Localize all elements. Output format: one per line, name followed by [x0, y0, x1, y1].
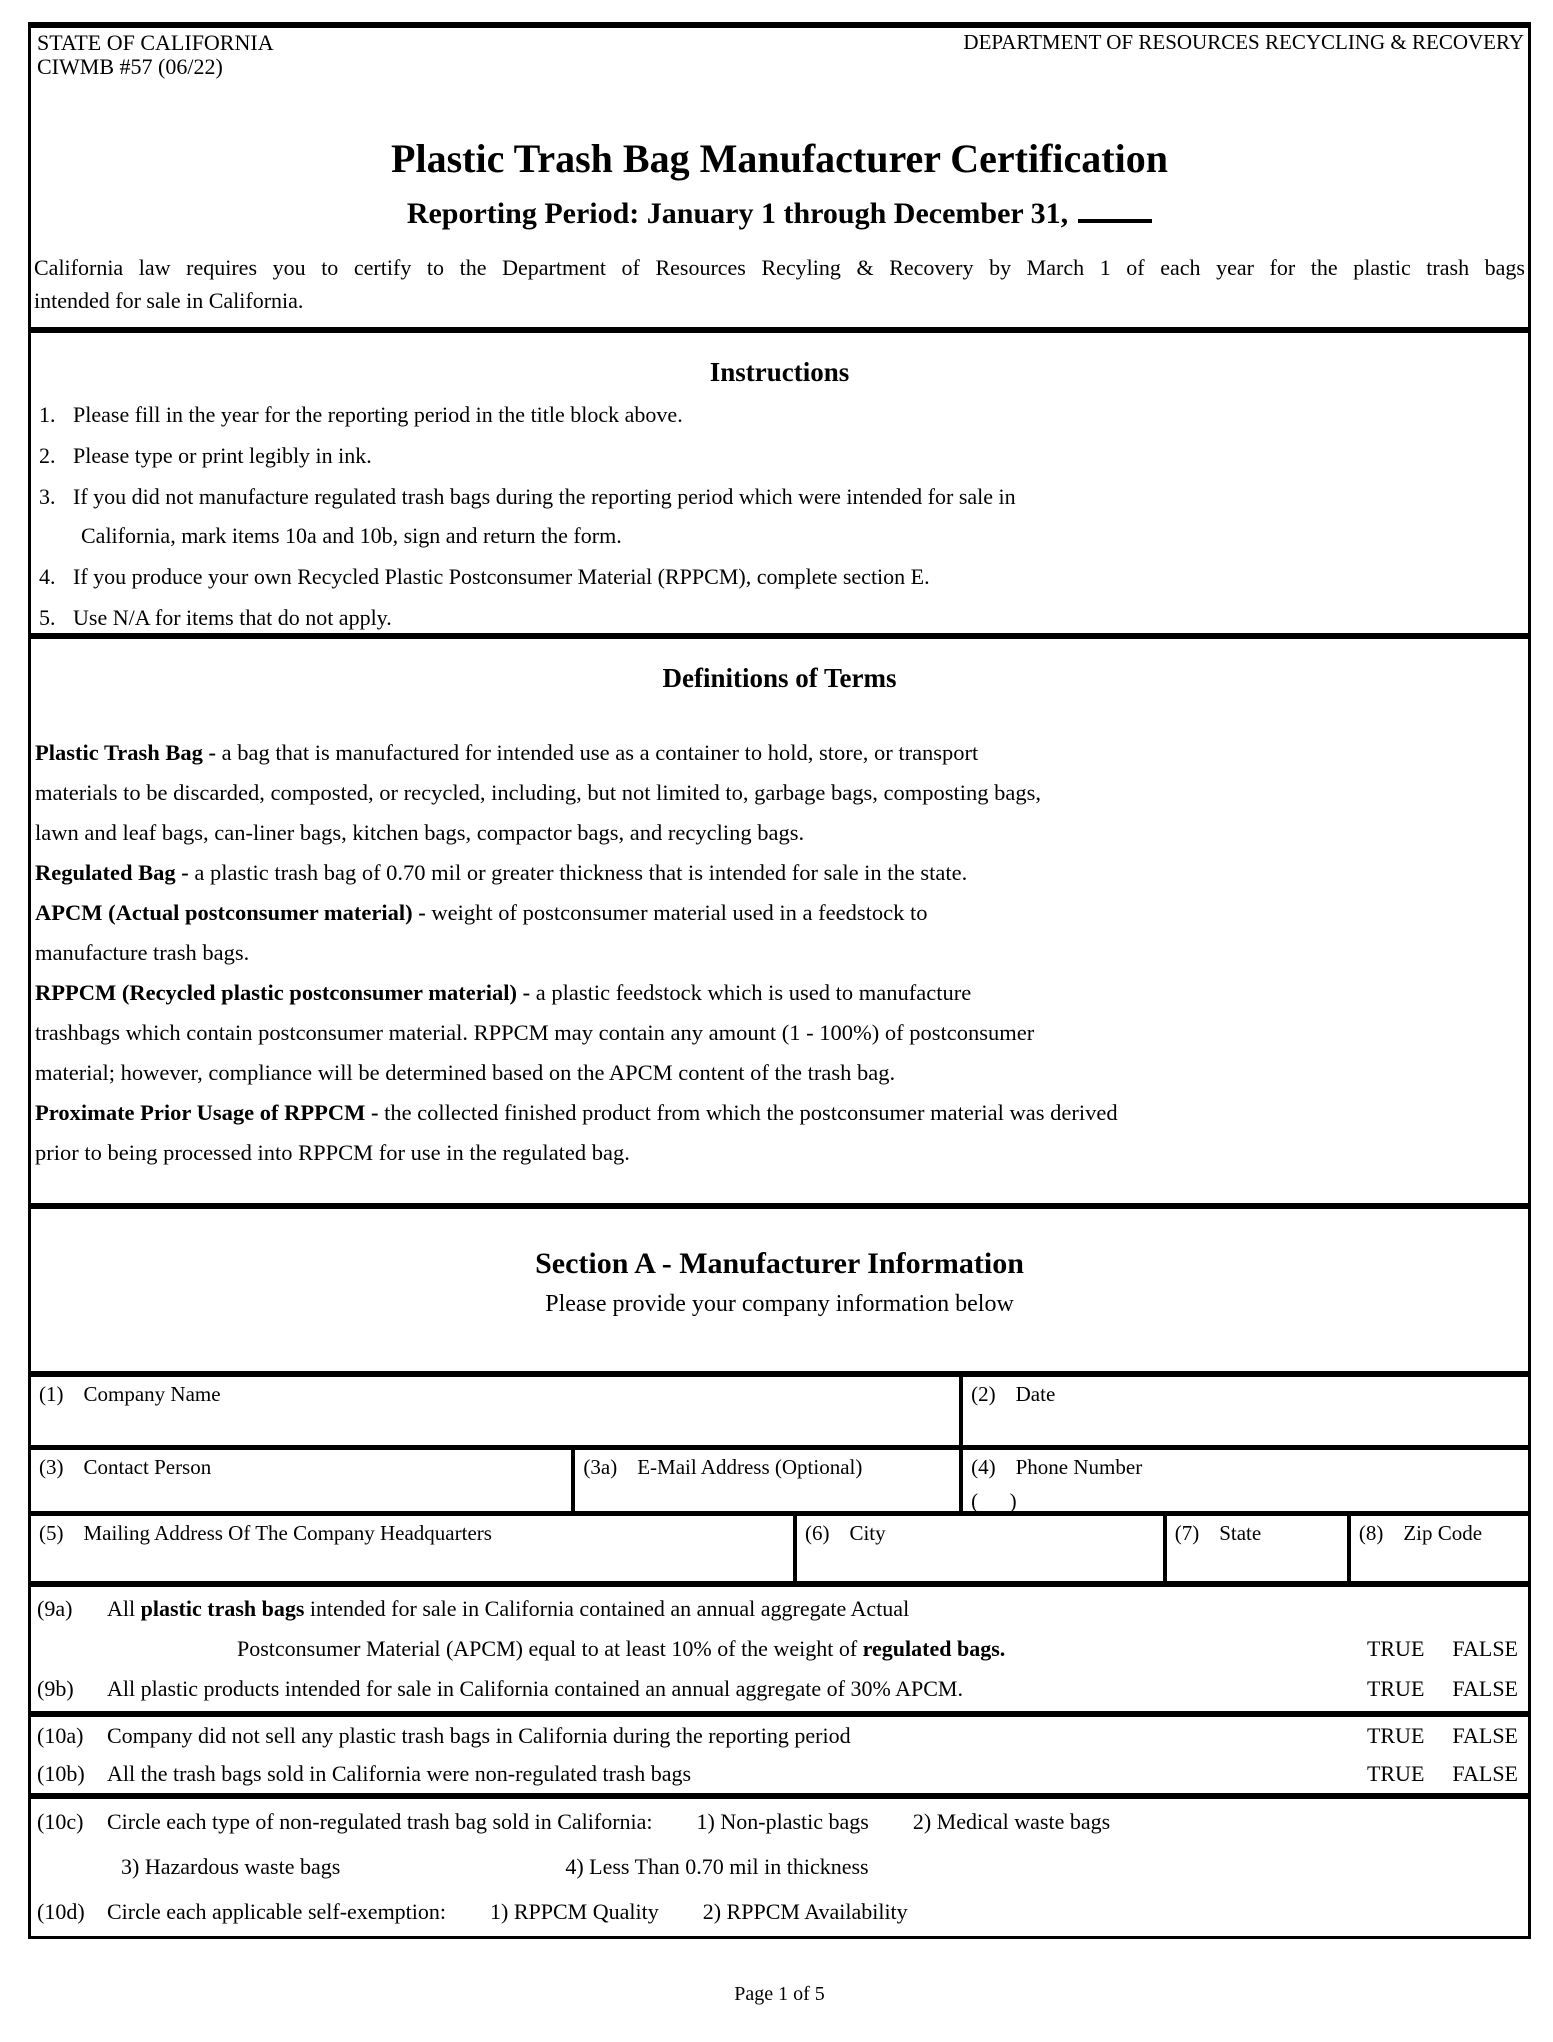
intro-paragraph: [31, 251, 1528, 317]
statement-text: [107, 1589, 909, 1629]
field-label-line: [39, 1382, 959, 1406]
statement-10d: [31, 1889, 1528, 1934]
manufacturer-fields-grid: [31, 1371, 1528, 1581]
field-number: (3): [39, 1455, 64, 1479]
text-run: All the trash bags sold in California were non-regulated trash bags: [107, 1761, 692, 1786]
section-a-subheading: Please provide your company information below: [545, 1291, 1014, 1317]
section-a: [28, 1206, 1531, 1939]
reporting-period-label: Reporting Period: January 1 through December 31,: [406, 197, 1069, 230]
section-a-header: [31, 1209, 1528, 1371]
statement-number: (10a): [37, 1723, 84, 1748]
statements-10cd: [31, 1793, 1528, 1940]
true-false-options: [1367, 1755, 1528, 1793]
circle-option[interactable]: 2) Medical waste bags: [912, 1809, 1111, 1834]
field-label: Date: [1015, 1382, 1056, 1406]
statement-text: Circle each applicable self-exemption:: [107, 1899, 447, 1924]
intro-text: intended for sale in California.: [34, 288, 304, 313]
statement-line: [31, 1889, 1528, 1934]
statement-number: (10b): [37, 1761, 85, 1786]
field-phone-number[interactable]: [959, 1450, 1528, 1511]
instruction-text: If you did not manufacture regulated trash bags during the reporting period which were intended for sale in: [73, 484, 1016, 509]
document-page: [28, 22, 1531, 2006]
field-label: Phone Number: [1015, 1455, 1143, 1479]
field-number: (5): [39, 1521, 64, 1545]
definition-1: [31, 733, 1528, 853]
definitions-list: [31, 733, 1528, 1173]
definition-line: [31, 973, 1528, 1013]
fields-row-2: [31, 1445, 1528, 1511]
instruction-item-2: [31, 436, 1528, 475]
instruction-text: California, mark items 10a and 10b, sign and return the form.: [81, 523, 622, 548]
field-mailing-address[interactable]: [31, 1516, 793, 1581]
definition-text: materials to be discarded, composted, or recycled, including, but not limited to, garbage bags, composting bags,: [35, 780, 1041, 805]
instruction-text: Use N/A for items that do not apply.: [73, 605, 392, 630]
definition-text: a plastic feedstock which is used to manufacture: [535, 980, 972, 1005]
instructions-list: [31, 395, 1528, 637]
instruction-number: 5.: [39, 605, 56, 630]
instruction-line: [39, 477, 1528, 516]
circle-option[interactable]: 1) RPPCM Quality: [490, 1899, 659, 1924]
statement-10c: [31, 1799, 1528, 1889]
field-label-line: [39, 1521, 793, 1545]
field-number: (1): [39, 1382, 64, 1406]
statement-line: [31, 1799, 1528, 1844]
definition-4: [31, 973, 1528, 1093]
reporting-period: [31, 193, 1528, 231]
field-contact-person[interactable]: [31, 1450, 571, 1511]
statement-text: [107, 1755, 691, 1793]
text-run-bold: plastic trash bags: [140, 1596, 305, 1621]
text-run: All: [107, 1596, 141, 1621]
definition-term: APCM (Actual postconsumer material) -: [35, 900, 432, 925]
form-number: CIWMB #57 (06/22): [37, 54, 223, 79]
field-number: (2): [971, 1382, 996, 1406]
true-option[interactable]: TRUE: [1366, 1676, 1425, 1701]
statement-line: [31, 1844, 1528, 1889]
intro-text: California law requires you to certify to the Department of Resources Recyling & Recovery by March 1 of each year for the plastic trash bags: [34, 255, 1525, 280]
title-block: [28, 22, 1531, 330]
field-label-line: [39, 1455, 571, 1479]
text-run: Company did not sell any plastic trash bags in California during the reporting period: [107, 1723, 851, 1748]
statement-number: (10c): [37, 1809, 84, 1834]
true-option[interactable]: TRUE: [1366, 1636, 1425, 1661]
text-run: intended for sale in California contained an annual aggregate Actual: [304, 1596, 910, 1621]
statement-line: [31, 1717, 1528, 1755]
true-option[interactable]: TRUE: [1366, 1761, 1425, 1786]
field-label-line: [971, 1455, 1528, 1479]
field-label: City: [849, 1521, 886, 1545]
field-label-line: [1359, 1521, 1528, 1545]
statement-text: Circle each type of non-regulated trash bag sold in California:: [107, 1809, 653, 1834]
field-value-hint: ( ): [971, 1489, 1017, 1513]
statement-text: [237, 1629, 1005, 1669]
circle-option[interactable]: 1) Non-plastic bags: [696, 1809, 869, 1834]
statement-line: [31, 1755, 1528, 1793]
statement-line: [31, 1629, 1528, 1669]
field-number: (4): [971, 1455, 996, 1479]
statement-10b: [31, 1755, 1528, 1793]
definition-text: a bag that is manufactured for intended use as a container to hold, store, or transport: [221, 740, 979, 765]
statement-number: (9a): [37, 1596, 73, 1621]
true-false-options: [1367, 1669, 1528, 1709]
department-line: DEPARTMENT OF RESOURCES RECYCLING & RECOVERY: [963, 30, 1524, 54]
form-header: [31, 28, 1528, 79]
certification-statements: [31, 1581, 1528, 1940]
fields-row-1: [31, 1377, 1528, 1445]
instruction-line: [39, 598, 1528, 637]
field-number: (8): [1358, 1521, 1384, 1545]
text-run: Postconsumer Material (APCM) equal to at least 10% of the weight of: [237, 1636, 863, 1661]
definition-term: RPPCM (Recycled plastic postconsumer material) -: [35, 980, 536, 1005]
field-label: Contact Person: [83, 1455, 212, 1479]
false-option[interactable]: FALSE: [1452, 1723, 1518, 1748]
field-label-line: [1175, 1521, 1347, 1545]
definition-5: [31, 1093, 1528, 1173]
year-blank-field[interactable]: [1078, 193, 1152, 223]
definition-3: [31, 893, 1528, 973]
statement-line: [31, 1669, 1528, 1709]
instruction-line: [39, 557, 1528, 596]
statements-10ab: [31, 1711, 1528, 1793]
definition-text: a plastic trash bag of 0.70 mil or greater thickness that is intended for sale in the state.: [194, 860, 968, 885]
definition-text: lawn and leaf bags, can-liner bags, kitchen bags, compactor bags, and recycling bags.: [35, 820, 805, 845]
circle-option[interactable]: 3) Hazardous waste bags: [121, 1854, 341, 1879]
definition-term: Plastic Trash Bag -: [35, 740, 222, 765]
instructions-section: [28, 330, 1531, 636]
field-company-name[interactable]: [31, 1377, 959, 1445]
definition-text: the collected finished product from which the postconsumer material was derived: [384, 1100, 1118, 1125]
statement-number: (10d): [37, 1899, 85, 1924]
field-number: (3a): [583, 1455, 618, 1479]
circle-option[interactable]: 2) RPPCM Availability: [702, 1899, 908, 1924]
instruction-text: Please fill in the year for the reporting period in the title block above.: [73, 402, 683, 427]
section-a-heading: Section A - Manufacturer Information: [535, 1247, 1024, 1280]
definitions-heading: Definitions of Terms: [662, 663, 897, 693]
true-false-options: [1367, 1717, 1528, 1755]
instruction-item-4: [31, 557, 1528, 596]
field-state[interactable]: [1163, 1516, 1347, 1581]
definition-2: [31, 853, 1528, 893]
text-run: All plastic products intended for sale in California contained an annual aggregate of 30% APCM.: [107, 1676, 963, 1701]
field-number: (7): [1174, 1521, 1200, 1545]
definitions-section: [28, 636, 1531, 1206]
instruction-number: 3.: [39, 484, 56, 509]
field-label: Company Name: [83, 1382, 221, 1406]
statement-10a: [31, 1717, 1528, 1755]
definition-line: [31, 893, 1528, 933]
field-label: Zip Code: [1403, 1521, 1483, 1545]
instruction-item-1: [31, 395, 1528, 434]
instruction-item-3: [31, 477, 1528, 555]
statement-line: [31, 1589, 1528, 1629]
field-label-line: [805, 1521, 1163, 1545]
field-number: (6): [804, 1521, 830, 1545]
fields-row-3: [31, 1511, 1528, 1581]
true-option[interactable]: TRUE: [1366, 1723, 1425, 1748]
instruction-number: 2.: [39, 443, 56, 468]
agency-left: [37, 31, 274, 79]
statements-9: [31, 1581, 1528, 1711]
field-label-line: [583, 1455, 959, 1479]
definition-text: trashbags which contain postconsumer material. RPPCM may contain any amount (1 - 100%) of postconsumer: [35, 1020, 1035, 1045]
statement-number: (9b): [37, 1676, 74, 1701]
field-city[interactable]: [793, 1516, 1163, 1581]
form-title: Plastic Trash Bag Manufacturer Certification: [391, 136, 1168, 181]
definition-term: Proximate Prior Usage of RPPCM -: [35, 1100, 385, 1125]
field-label-line: [971, 1382, 1528, 1406]
instructions-heading: Instructions: [709, 357, 850, 387]
statement-text: [107, 1717, 851, 1755]
statement-9b: [31, 1669, 1528, 1709]
definition-line: [31, 853, 1528, 893]
false-option[interactable]: FALSE: [1452, 1761, 1518, 1786]
definition-line: [31, 733, 1528, 773]
statement-text: [107, 1669, 963, 1709]
definition-text: weight of postconsumer material used in a feedstock to: [431, 900, 928, 925]
field-zip-code[interactable]: [1347, 1516, 1528, 1581]
definition-text: prior to being processed into RPPCM for use in the regulated bag.: [35, 1140, 630, 1165]
instruction-text: Please type or print legibly in ink.: [73, 443, 372, 468]
definition-line: [31, 1093, 1528, 1133]
instruction-text: If you produce your own Recycled Plastic Postconsumer Material (RPPCM), complete section E.: [73, 564, 930, 589]
instruction-item-5: [31, 598, 1528, 637]
true-false-options: [1367, 1629, 1528, 1669]
field-email-address[interactable]: [571, 1450, 959, 1511]
instruction-number: 4.: [39, 564, 56, 589]
field-label: E-Mail Address (Optional): [637, 1455, 863, 1479]
statement-9a: [31, 1589, 1528, 1669]
instruction-line: [39, 436, 1528, 475]
false-option[interactable]: FALSE: [1452, 1676, 1518, 1701]
page-number: Page 1 of 5: [734, 1983, 825, 2005]
definition-text: manufacture trash bags.: [35, 940, 250, 965]
field-date[interactable]: [959, 1377, 1528, 1445]
field-label: State: [1219, 1521, 1262, 1545]
definition-text: material; however, compliance will be determined based on the APCM content of the trash bag.: [35, 1060, 896, 1085]
circle-option[interactable]: 4) Less Than 0.70 mil in thickness: [565, 1854, 869, 1879]
instruction-number: 1.: [39, 402, 56, 427]
state-line: STATE OF CALIFORNIA: [37, 30, 274, 55]
field-label: Mailing Address Of The Company Headquarters: [83, 1521, 492, 1545]
false-option[interactable]: FALSE: [1452, 1636, 1518, 1661]
instruction-line: [39, 395, 1528, 434]
text-run-bold: regulated bags.: [862, 1636, 1006, 1661]
definition-term: Regulated Bag -: [35, 860, 195, 885]
